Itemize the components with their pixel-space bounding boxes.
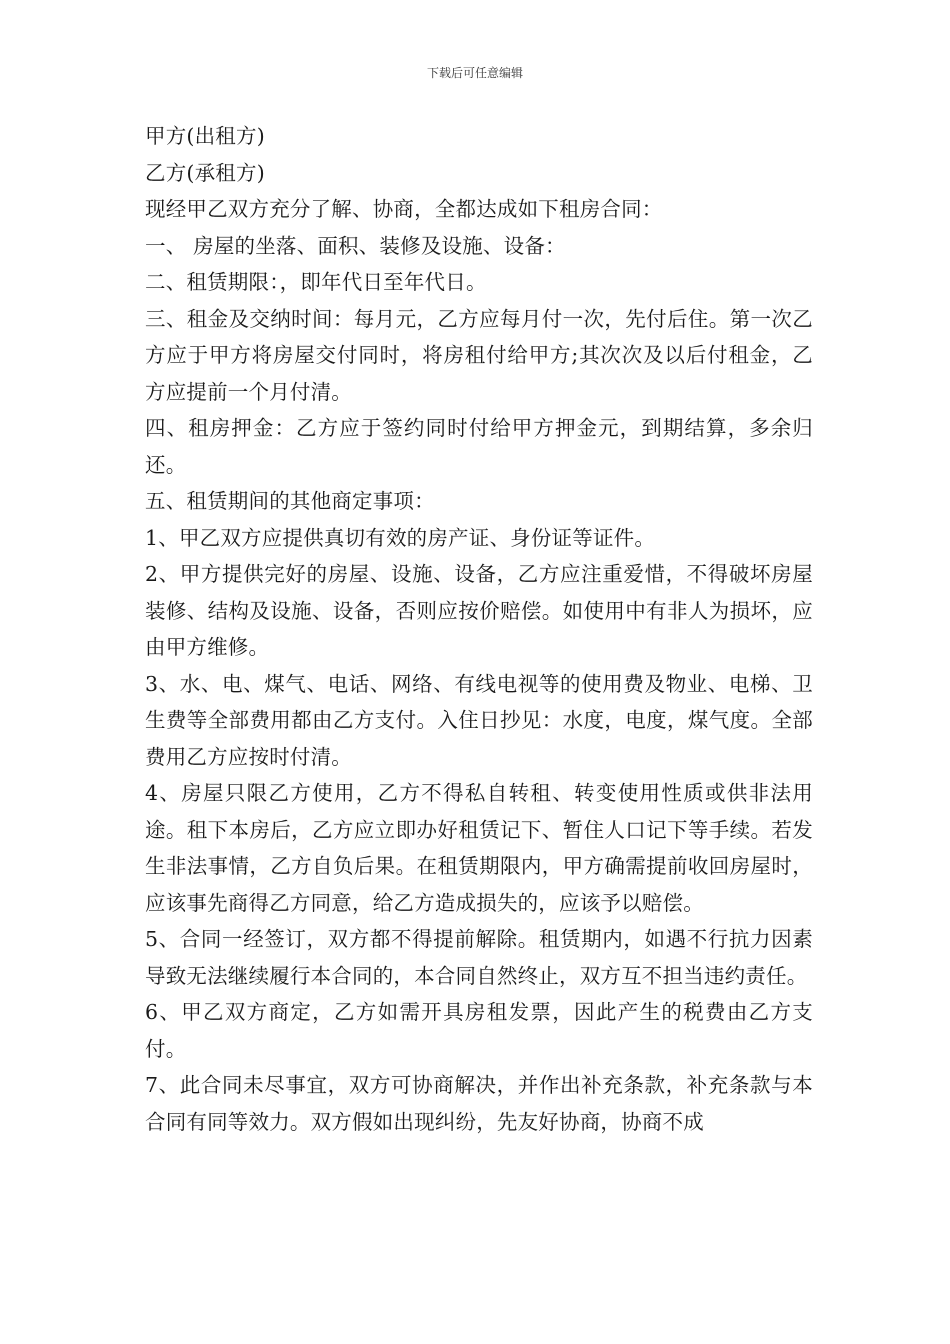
party-a-line: 甲方(出租方) xyxy=(145,124,265,148)
clause-5: 五、租赁期间的其他商定事项： xyxy=(145,489,435,513)
item-1: 1、甲乙双方应提供真切有效的房产证、身份证等证件。 xyxy=(145,525,656,550)
page-header: 下载后可任意编辑 xyxy=(426,66,523,80)
item-3: 3、水、电、煤气、电话、网络、有线电视等的使用费及物业、电梯、卫生费等全部费用都由乙方支付。入住日抄见：水度，电度，煤气度。全部费用乙方应按时付清。 xyxy=(145,671,813,769)
item-5: 5、合同一经签订，双方都不得提前解除。租赁期内，如遇不行抗力因素导致无法继续履行本合同的，本合同自然终止，双方互不担当违约责任。 xyxy=(145,927,813,988)
clause-2: 二、租赁期限：，即年代日至年代日。 xyxy=(145,270,487,294)
intro-paragraph: 现经甲乙双方充分了解、协商，全都达成如下租房合同： xyxy=(145,197,663,221)
item-4: 4、房屋只限乙方使用，乙方不得私自转租、转变使用性质或供非法用途。租下本房后，乙方应立即办好租赁记下、暂住人口记下等手续。若发生非法事情，乙方自负后果。在租赁期限内，甲方确需提前收回房屋时，应该事先商得乙方同意，给乙方造成损失的，应该予以赔偿。 xyxy=(145,781,813,915)
item-2: 2、甲方提供完好的房屋、设施、设备，乙方应注重爱惜，不得破坏房屋装修、结构及设施、设备，否则应按价赔偿。如使用中有非人为损坏，应由甲方维修。 xyxy=(145,562,813,659)
clause-1: 一、 房屋的坐落、面积、装修及设施、设备： xyxy=(145,233,566,258)
clause-3: 三、租金及交纳时间：每月元，乙方应每月付一次，先付后住。第一次乙方应于甲方将房屋交付同时，将房租付给甲方;其次次及以后付租金，乙方应提前一个月付清。 xyxy=(145,306,813,404)
party-b-line: 乙方(承租方) xyxy=(145,160,265,185)
document-body xyxy=(145,118,813,1140)
clause-4: 四、租房押金：乙方应于签约同时付给甲方押金元，到期结算，多余归还。 xyxy=(145,416,813,477)
item-6: 6、甲乙双方商定，乙方如需开具房租发票，因此产生的税费由乙方支付。 xyxy=(145,1000,813,1061)
item-7: 7、此合同未尽事宜，双方可协商解决，并作出补充条款，补充条款与本合同有同等效力。双方假如出现纠纷，先友好协商，协商不成 xyxy=(145,1073,813,1134)
